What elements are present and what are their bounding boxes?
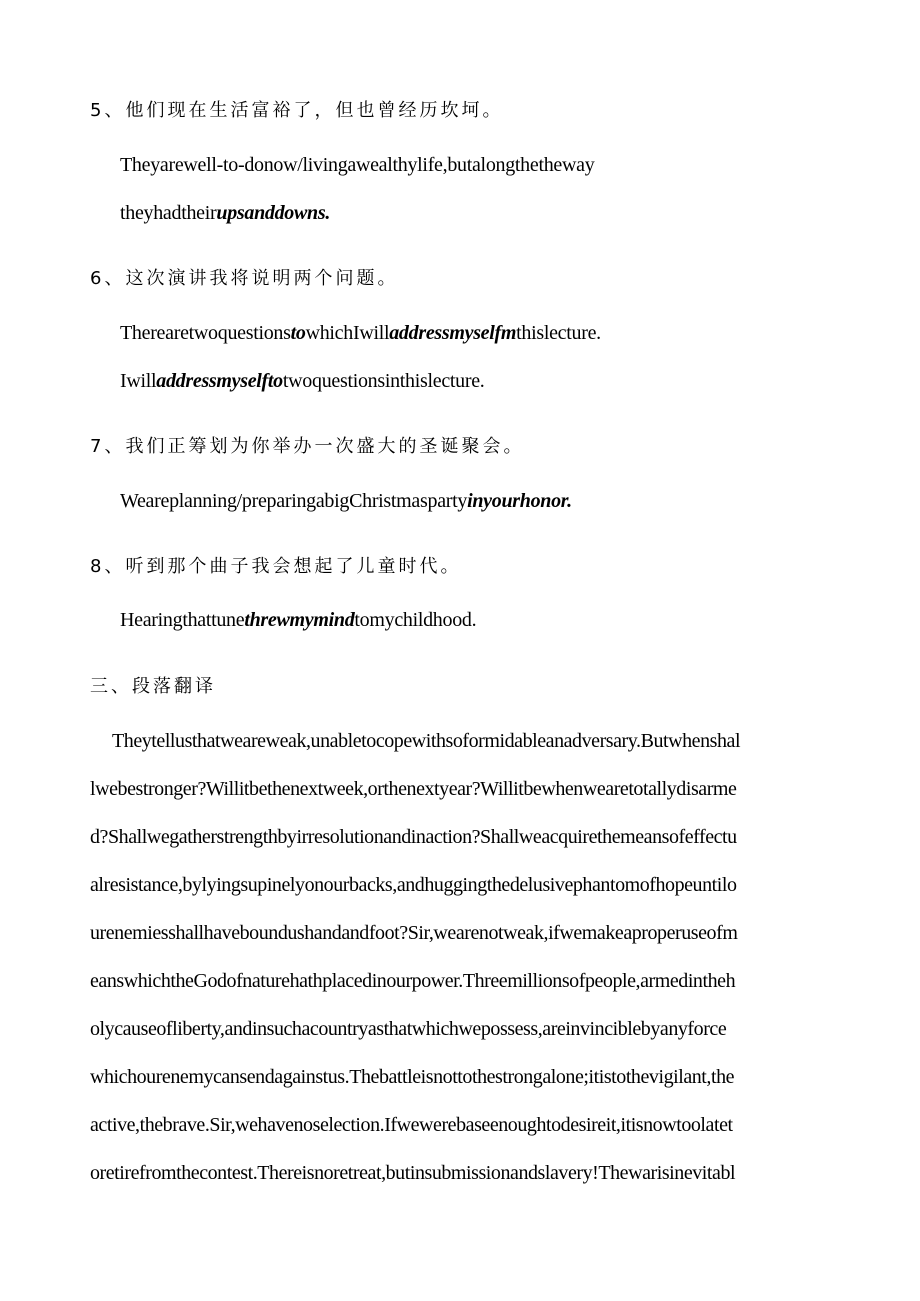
key-phrase: addressmyselfto [156, 370, 283, 392]
paragraph-line: alresistance,bylyingsupinelyonourbacks,andhuggingthedelusivephantomofhopeuntilo [90, 874, 737, 896]
translation-text: Weareplanning/preparingabigChristmasparty [120, 490, 468, 512]
item-5-translation-line-2 [120, 203, 330, 223]
translation-text: Hearingthattune [120, 609, 245, 631]
translation-text: thislecture. [516, 322, 601, 344]
key-phrase: to [290, 322, 306, 344]
item-5-translation-line-1 [120, 155, 594, 175]
key-phrase: addressmyselfm [389, 322, 517, 344]
item-6-translation-line-2 [120, 371, 485, 391]
paragraph-line: eanswhichtheGodofnaturehathplacedinourpower.Threemillionsofpeople,armedintheh [90, 970, 736, 992]
paragraph-line: olycauseofliberty,andinsuchacountryasthatwhichwepossess,areinvinciblebyanyforce [90, 1018, 727, 1040]
key-phrase: inyourhonor. [467, 490, 572, 512]
paragraph-line: urenemiesshallhaveboundushandandfoot?Sir,wearenotweak,ifwemakeaproperuseofm [90, 922, 738, 944]
paragraph-line: Theytellusthatweareweak,unabletocopewithsoformidableanadversary.Butwhenshal [112, 730, 741, 752]
paragraph-line: lwebestronger?Willitbethenextweek,orthenextyear?Willitbewhenwearetotallydisarme [90, 778, 737, 800]
paragraph-line: active,thebrave.Sir,wehavenoselection.Ifwewerebaseenoughtodesireit,itisnowtoolatet [90, 1114, 733, 1136]
key-phrase: threwmymind [244, 609, 355, 631]
item-8-heading: 8、听到那个曲子我会想起了儿童时代。 [90, 556, 462, 577]
item-7-translation-line-1 [120, 491, 572, 511]
translation-text: Theyarewell-to-donow/livingawealthylife,butalongthetheway [120, 154, 595, 176]
item-6-heading: 6、这次演讲我将说明两个问题。 [90, 268, 399, 289]
translation-text: Iwill [120, 370, 157, 392]
translation-text: twoquestionsinthislecture. [282, 370, 485, 392]
section-title: 三、段落翻译 [90, 676, 216, 697]
paragraph-line: d?Shallwegatherstrengthbyirresolutionandinaction?Shallweacquirethemeansofeffectu [90, 826, 737, 848]
key-phrase: upsanddowns. [216, 202, 331, 224]
item-7-heading: 7、我们正筹划为你举办一次盛大的圣诞聚会。 [90, 436, 525, 457]
translation-text: Therearetwoquestions [120, 322, 291, 344]
paragraph-line: oretirefromthecontest.Thereisnoretreat,butinsubmissionandslavery!Thewarisinevitabl [90, 1162, 736, 1184]
item-6-translation-line-1 [120, 323, 601, 343]
translation-text: tomychildhood. [354, 609, 477, 631]
item-8-translation-line-1 [120, 610, 476, 630]
translation-text: theyhadtheir [120, 202, 217, 224]
item-5-heading: 5、他们现在生活富裕了，但也曾经历坎坷。 [90, 100, 504, 121]
translation-text: whichIwill [305, 322, 390, 344]
paragraph-line: whichourenemycansendagainstus.Thebattleisnottothestrongalone;itistothevigilant,the [90, 1066, 735, 1088]
